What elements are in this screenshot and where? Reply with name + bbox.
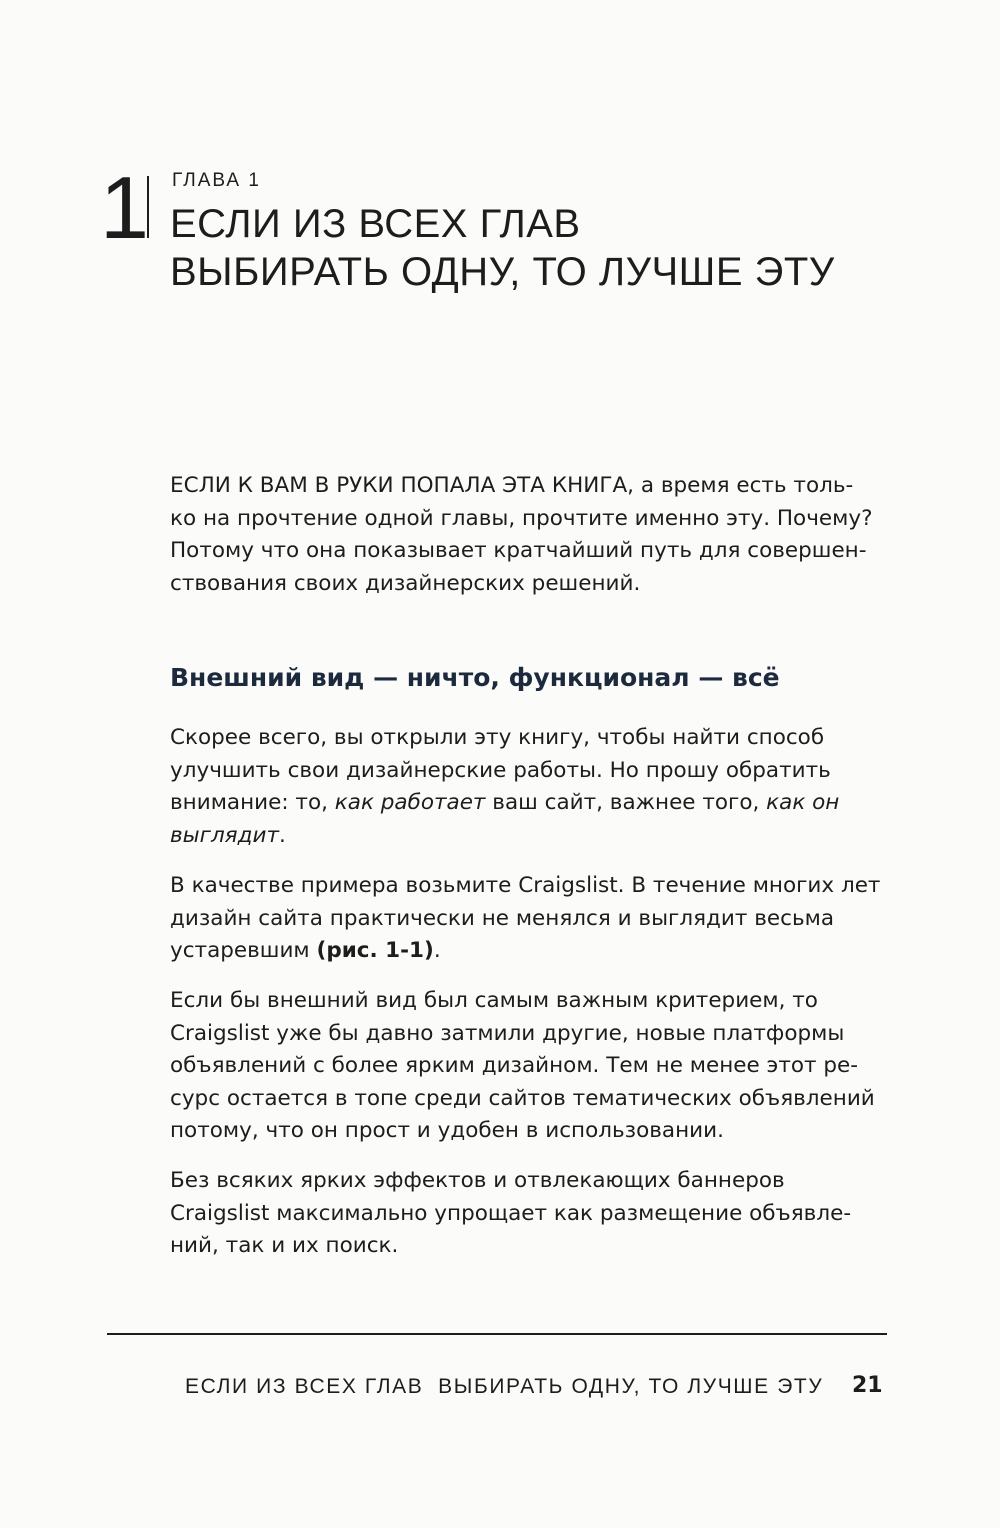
section-heading: Внешний вид — ничто, функционал — всё bbox=[170, 663, 780, 692]
text-line: В качестве примера возьмите Craigslist. В течение многих лет bbox=[170, 873, 881, 898]
text-line: объявлений с более ярким дизайном. Тем не менее этот ре- bbox=[170, 1053, 859, 1078]
figure-reference: (рис. 1-1) bbox=[316, 938, 434, 963]
paragraph-3 bbox=[170, 985, 890, 1148]
chapter-title-line: ЕСЛИ ИЗ ВСЕХ ГЛАВ bbox=[170, 202, 581, 246]
text-line: потому, что он прост и удобен в использовании. bbox=[170, 1118, 724, 1143]
text-line: Без всяких ярких эффектов и отвлекающих баннеров bbox=[170, 1168, 785, 1193]
text-line: Скорее всего, вы открыли эту книгу, чтобы найти способ bbox=[170, 725, 825, 750]
italic-text: как он bbox=[766, 790, 840, 815]
text-line: сурс остается в топе среди сайтов тематических объявлений bbox=[170, 1085, 875, 1111]
text-line: Если бы внешний вид был самым важным критерием, то bbox=[170, 988, 818, 1013]
italic-text: как работает bbox=[334, 790, 486, 815]
chapter-title-line: ВЫБИРАТЬ ОДНУ, ТО ЛУЧШЕ ЭТУ bbox=[170, 250, 835, 294]
text-line: ствования своих дизайнерских решений. bbox=[170, 570, 641, 596]
text-line: ко на прочтение одной главы, прочтите именно эту. Почему? bbox=[170, 505, 873, 531]
text-line: улучшить свои дизайнерские работы. Но прошу обратить bbox=[170, 757, 831, 783]
text-run: устаревшим bbox=[170, 938, 317, 963]
chapter-label: ГЛАВА 1 bbox=[172, 170, 261, 191]
intro-paragraph bbox=[170, 470, 890, 600]
text-line: Потому что она показывает кратчайший путь для совершен- bbox=[170, 538, 867, 563]
paragraph-4 bbox=[170, 1165, 890, 1263]
chapter-title bbox=[170, 200, 870, 296]
paragraph-1 bbox=[170, 722, 890, 852]
text-line bbox=[170, 935, 890, 968]
italic-text: выглядит bbox=[170, 822, 279, 848]
running-footer-title: ЕСЛИ ИЗ ВСЕХ ГЛАВ ВЫБИРАТЬ ОДНУ, ТО ЛУЧШЕ ЭТУ bbox=[185, 1375, 824, 1398]
text-run: . bbox=[433, 938, 441, 963]
text-line bbox=[170, 820, 890, 853]
text-run: внимание: то, bbox=[170, 790, 335, 815]
text-line: дизайн сайта практически не менялся и выглядит весьма bbox=[170, 905, 835, 931]
chapter-number: 1 bbox=[100, 158, 147, 257]
chapter-divider bbox=[147, 176, 149, 238]
text-line: Craigslist максимально упрощает как размещение объявле- bbox=[170, 1200, 852, 1226]
text-run: ваш сайт, важнее того, bbox=[485, 790, 767, 815]
text-line: ний, так и их поиск. bbox=[170, 1233, 399, 1258]
footer-divider bbox=[107, 1333, 887, 1335]
text-line: ЕСЛИ К ВАМ В РУКИ ПОПАЛА ЭТА КНИГА, а время есть толь- bbox=[170, 473, 854, 498]
text-line bbox=[170, 787, 890, 820]
paragraph-2 bbox=[170, 870, 890, 968]
page-number: 21 bbox=[852, 1373, 883, 1398]
text-line: Craigslist уже бы давно затмили другие, новые платформы bbox=[170, 1020, 845, 1046]
text-run: . bbox=[278, 822, 286, 848]
